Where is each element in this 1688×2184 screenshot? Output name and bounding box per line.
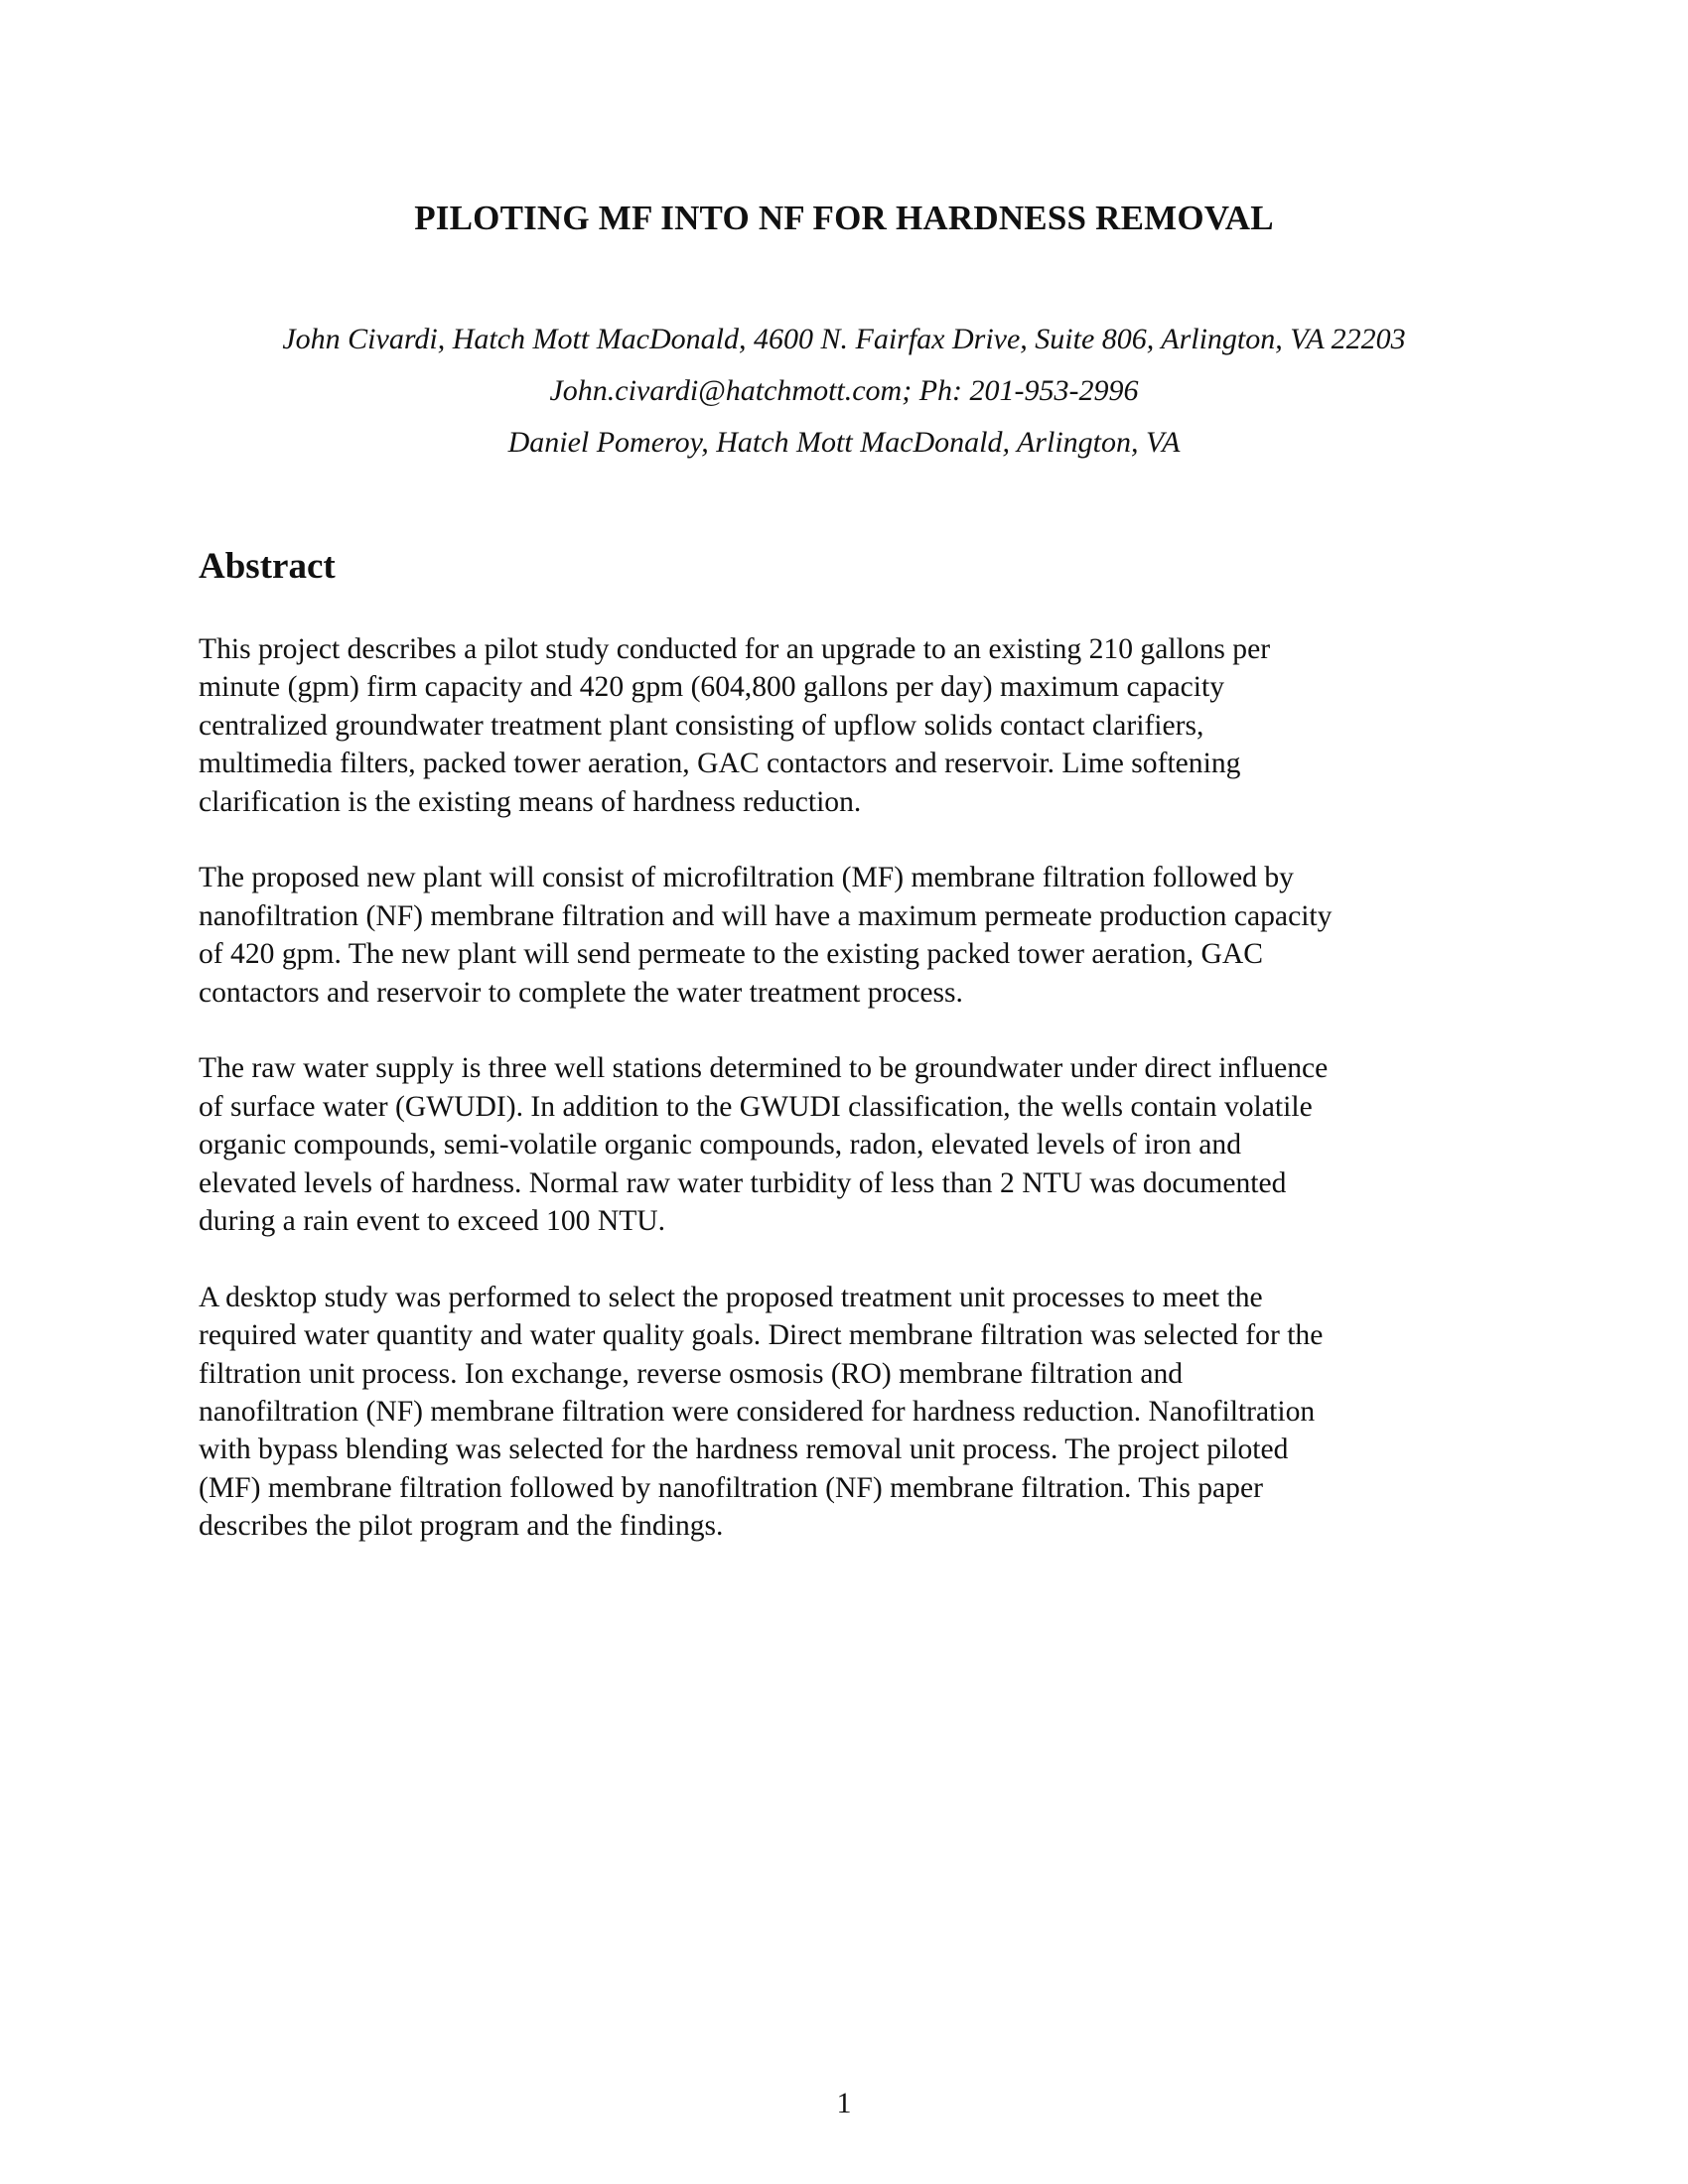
text-line: This project describes a pilot study conducted for an upgrade to an existing 210 gallons per <box>199 633 1271 665</box>
text-line: minute (gpm) firm capacity and 420 gpm (604,800 gallons per day) maximum capacity <box>199 671 1225 704</box>
text-line: centralized groundwater treatment plant consisting of upflow solids contact clarifiers, <box>199 709 1204 742</box>
text-line: required water quantity and water quality goals. Direct membrane filtration was selected for the <box>199 1319 1324 1352</box>
text-line: nanofiltration (NF) membrane filtration and will have a maximum permeate production capacity <box>199 899 1333 932</box>
coauthor-affiliation-line: Daniel Pomeroy, Hatch Mott MacDonald, Arlington, VA <box>507 426 1181 459</box>
text-line: A desktop study was performed to select the proposed treatment unit processes to meet the <box>199 1281 1263 1313</box>
text-line: filtration unit process. Ion exchange, reverse osmosis (RO) membrane filtration and <box>199 1357 1184 1390</box>
page-number: 1 <box>836 2087 852 2119</box>
text-line: multimedia filters, packed tower aeration, GAC contactors and reservoir. Lime softening <box>199 748 1241 780</box>
text-line: of 420 gpm. The new plant will send permeate to the existing packed tower aeration, GAC <box>199 938 1263 971</box>
text-line: of surface water (GWUDI). In addition to the GWUDI classification, the wells contain volatile <box>199 1090 1313 1123</box>
text-line: (MF) membrane filtration followed by nanofiltration (NF) membrane filtration. This paper <box>199 1471 1263 1504</box>
text-line: clarification is the existing means of hardness reduction. <box>199 785 862 818</box>
abstract-heading: Abstract <box>199 546 336 587</box>
text-line: The proposed new plant will consist of microfiltration (MF) membrane filtration followed by <box>199 862 1294 894</box>
author-block <box>0 314 1688 469</box>
text-line: contactors and reservoir to complete the water treatment process. <box>199 976 963 1009</box>
text-line: during a rain event to exceed 100 NTU. <box>199 1205 666 1238</box>
paper-title: PILOTING MF INTO NF FOR HARDNESS REMOVAL <box>414 199 1274 237</box>
text-line: describes the pilot program and the findings. <box>199 1510 724 1543</box>
text-line: organic compounds, semi-volatile organic compounds, radon, elevated levels of iron and <box>199 1129 1242 1161</box>
text-line: The raw water supply is three well stations determined to be groundwater under direct influence <box>199 1052 1329 1085</box>
text-line: elevated levels of hardness. Normal raw water turbidity of less than 2 NTU was documented <box>199 1166 1287 1199</box>
text-line: nanofiltration (NF) membrane filtration were considered for hardness reduction. Nanofiltration <box>199 1396 1316 1429</box>
abstract-paragraph <box>199 630 1499 821</box>
abstract-paragraph <box>199 1049 1499 1240</box>
abstract-paragraph <box>199 1279 1499 1546</box>
author-contact-line: John.civardi@hatchmott.com; Ph: 201-953-2996 <box>549 374 1139 407</box>
author-affiliation-line: John Civardi, Hatch Mott MacDonald, 4600 N. Fairfax Drive, Suite 806, Arlington, VA 22203 <box>282 323 1406 355</box>
text-line: with bypass blending was selected for the hardness removal unit process. The project piloted <box>199 1433 1289 1466</box>
abstract-body <box>199 630 1499 1583</box>
abstract-paragraph <box>199 859 1499 1012</box>
